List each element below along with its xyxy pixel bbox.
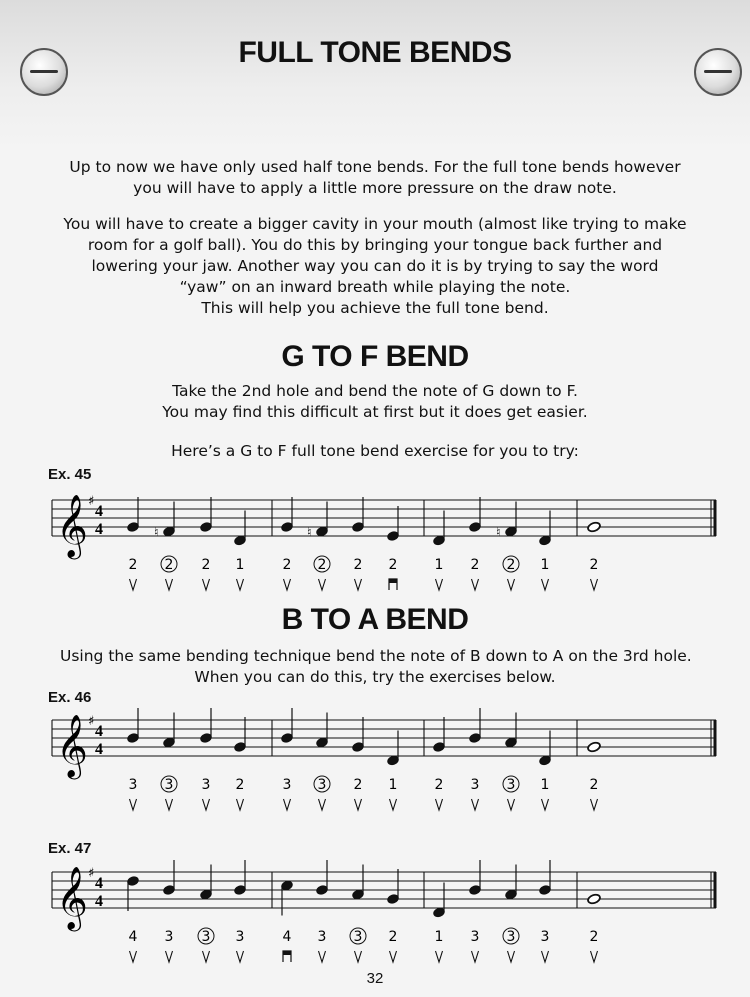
hole-number: 1 [434, 929, 444, 945]
example-label: Ex. 45 [48, 466, 92, 483]
time-signature-denominator: 4 [95, 521, 103, 538]
draw-arrow-icon [508, 799, 515, 810]
hole-number: 1 [388, 777, 398, 793]
draw-arrow-icon [130, 799, 137, 810]
hole-number: 3 [201, 929, 211, 945]
treble-clef-icon: 𝄞 [56, 494, 88, 557]
draw-arrow-icon [390, 799, 397, 810]
hole-number: 3 [506, 929, 516, 945]
exercise-intro [60, 441, 690, 462]
final-barline [714, 872, 717, 908]
key-signature-sharp-icon: ♯ [88, 714, 95, 729]
text-line: You will have to create a bigger cavity in your mouth (almost like trying to make [63, 215, 687, 233]
text-line: you will have to apply a little more pressure on the draw note. [133, 179, 617, 197]
text-line: lowering your jaw. Another way you can do it is by trying to say the word [91, 257, 659, 275]
music-staff-ex45 [0, 470, 750, 590]
text-line: room for a golf ball). You do this by bringing your tongue back further and [87, 236, 663, 254]
music-staff-ex46 [0, 690, 750, 810]
intro-paragraph-2 [60, 214, 690, 319]
draw-arrow-icon [130, 579, 137, 590]
page-number: 32 [366, 970, 384, 987]
draw-arrow-icon [237, 579, 244, 590]
hole-number: 2 [388, 557, 398, 573]
draw-arrow-icon [130, 951, 137, 962]
hole-number: 2 [589, 929, 599, 945]
draw-arrow-icon [166, 799, 173, 810]
draw-arrow-icon [542, 579, 549, 590]
draw-arrow-icon [542, 799, 549, 810]
section-g-to-f-text [60, 381, 690, 423]
draw-arrow-icon [355, 579, 362, 590]
hole-number: 1 [540, 777, 550, 793]
hole-number: 2 [470, 557, 480, 573]
time-signature-denominator: 4 [95, 893, 103, 910]
text-line: This will help you achieve the full tone bend. [201, 299, 549, 317]
blow-arrow-icon [283, 951, 291, 955]
hole-number: 3 [128, 777, 138, 793]
draw-arrow-icon [591, 951, 598, 962]
hole-number: 1 [540, 557, 550, 573]
draw-arrow-icon [508, 579, 515, 590]
hole-number: 2 [353, 777, 363, 793]
final-barline [714, 720, 717, 756]
text-line: When you can do this, try the exercises below. [194, 668, 556, 686]
draw-arrow-icon [319, 799, 326, 810]
draw-arrow-icon [319, 951, 326, 962]
draw-arrow-icon [390, 951, 397, 962]
natural-sign-icon: ♮ [154, 525, 159, 541]
draw-arrow-icon [591, 579, 598, 590]
hole-number: 3 [317, 777, 327, 793]
treble-clef-icon: 𝄞 [56, 866, 88, 929]
note-head [587, 741, 601, 753]
draw-arrow-icon [472, 951, 479, 962]
section-b-to-a-text [60, 646, 690, 688]
hole-number: 2 [201, 557, 211, 573]
draw-arrow-icon [355, 951, 362, 962]
draw-arrow-icon [284, 799, 291, 810]
text-line: “yaw” on an inward breath while playing the note. [179, 278, 571, 296]
draw-arrow-icon [166, 579, 173, 590]
hole-number: 2 [434, 777, 444, 793]
note-head [587, 893, 601, 905]
draw-arrow-icon [203, 799, 210, 810]
text-line: Using the same bending technique bend the note of B down to A on the 3rd hole. [60, 647, 692, 665]
blow-arrow-icon [389, 579, 397, 583]
time-signature-denominator: 4 [95, 741, 103, 758]
music-staff-ex47 [0, 842, 750, 962]
hole-number: 3 [506, 777, 516, 793]
text-line: You may find this difficult at first but it does get easier. [162, 403, 588, 421]
example-label: Ex. 46 [48, 689, 92, 706]
key-signature-sharp-icon: ♯ [88, 866, 95, 881]
draw-arrow-icon [319, 579, 326, 590]
natural-sign-icon: ♮ [307, 525, 312, 541]
text-line: Up to now we have only used half tone bends. For the full tone bends however [69, 158, 681, 176]
note-head [587, 521, 601, 533]
text-line: Take the 2nd hole and bend the note of G down to F. [172, 382, 578, 400]
draw-arrow-icon [436, 799, 443, 810]
draw-arrow-icon [472, 799, 479, 810]
treble-clef-icon: 𝄞 [56, 714, 88, 777]
hole-number: 3 [470, 777, 480, 793]
draw-arrow-icon [591, 799, 598, 810]
hole-number: 3 [282, 777, 292, 793]
hole-number: 2 [388, 929, 398, 945]
hole-number: 3 [470, 929, 480, 945]
hole-number: 3 [353, 929, 363, 945]
intro-paragraph-1 [60, 157, 690, 199]
hole-number: 3 [317, 929, 327, 945]
draw-arrow-icon [237, 799, 244, 810]
time-signature-numerator: 4 [95, 723, 103, 740]
draw-arrow-icon [237, 951, 244, 962]
key-signature-sharp-icon: ♯ [88, 494, 95, 509]
hole-number: 3 [164, 777, 174, 793]
hole-number: 1 [235, 557, 245, 573]
section-title-b-to-a: B TO A BEND [281, 603, 469, 636]
hole-number: 4 [128, 929, 138, 945]
draw-arrow-icon [472, 579, 479, 590]
draw-arrow-icon [436, 579, 443, 590]
hole-number: 2 [128, 557, 138, 573]
hole-number: 3 [540, 929, 550, 945]
hole-number: 1 [434, 557, 444, 573]
draw-arrow-icon [436, 951, 443, 962]
hole-number: 3 [164, 929, 174, 945]
final-barline [714, 500, 717, 536]
draw-arrow-icon [355, 799, 362, 810]
hole-number: 2 [589, 557, 599, 573]
time-signature-numerator: 4 [95, 875, 103, 892]
hole-number: 3 [235, 929, 245, 945]
draw-arrow-icon [542, 951, 549, 962]
text-line: Here’s a G to F full tone bend exercise for you to try: [171, 442, 579, 460]
time-signature-numerator: 4 [95, 503, 103, 520]
hole-number: 2 [589, 777, 599, 793]
hole-number: 2 [353, 557, 363, 573]
hole-number: 2 [282, 557, 292, 573]
draw-arrow-icon [203, 579, 210, 590]
hole-number: 4 [282, 929, 292, 945]
example-label: Ex. 47 [48, 840, 92, 857]
page-header-shade [0, 0, 750, 150]
draw-arrow-icon [508, 951, 515, 962]
draw-arrow-icon [284, 579, 291, 590]
hole-number: 3 [201, 777, 211, 793]
hole-number: 2 [317, 557, 327, 573]
hole-number: 2 [164, 557, 174, 573]
hole-number: 2 [506, 557, 516, 573]
section-title-g-to-f: G TO F BEND [281, 340, 469, 373]
draw-arrow-icon [166, 951, 173, 962]
natural-sign-icon: ♮ [496, 525, 501, 541]
hole-number: 2 [235, 777, 245, 793]
draw-arrow-icon [203, 951, 210, 962]
page-title: FULL TONE BENDS [238, 36, 512, 69]
